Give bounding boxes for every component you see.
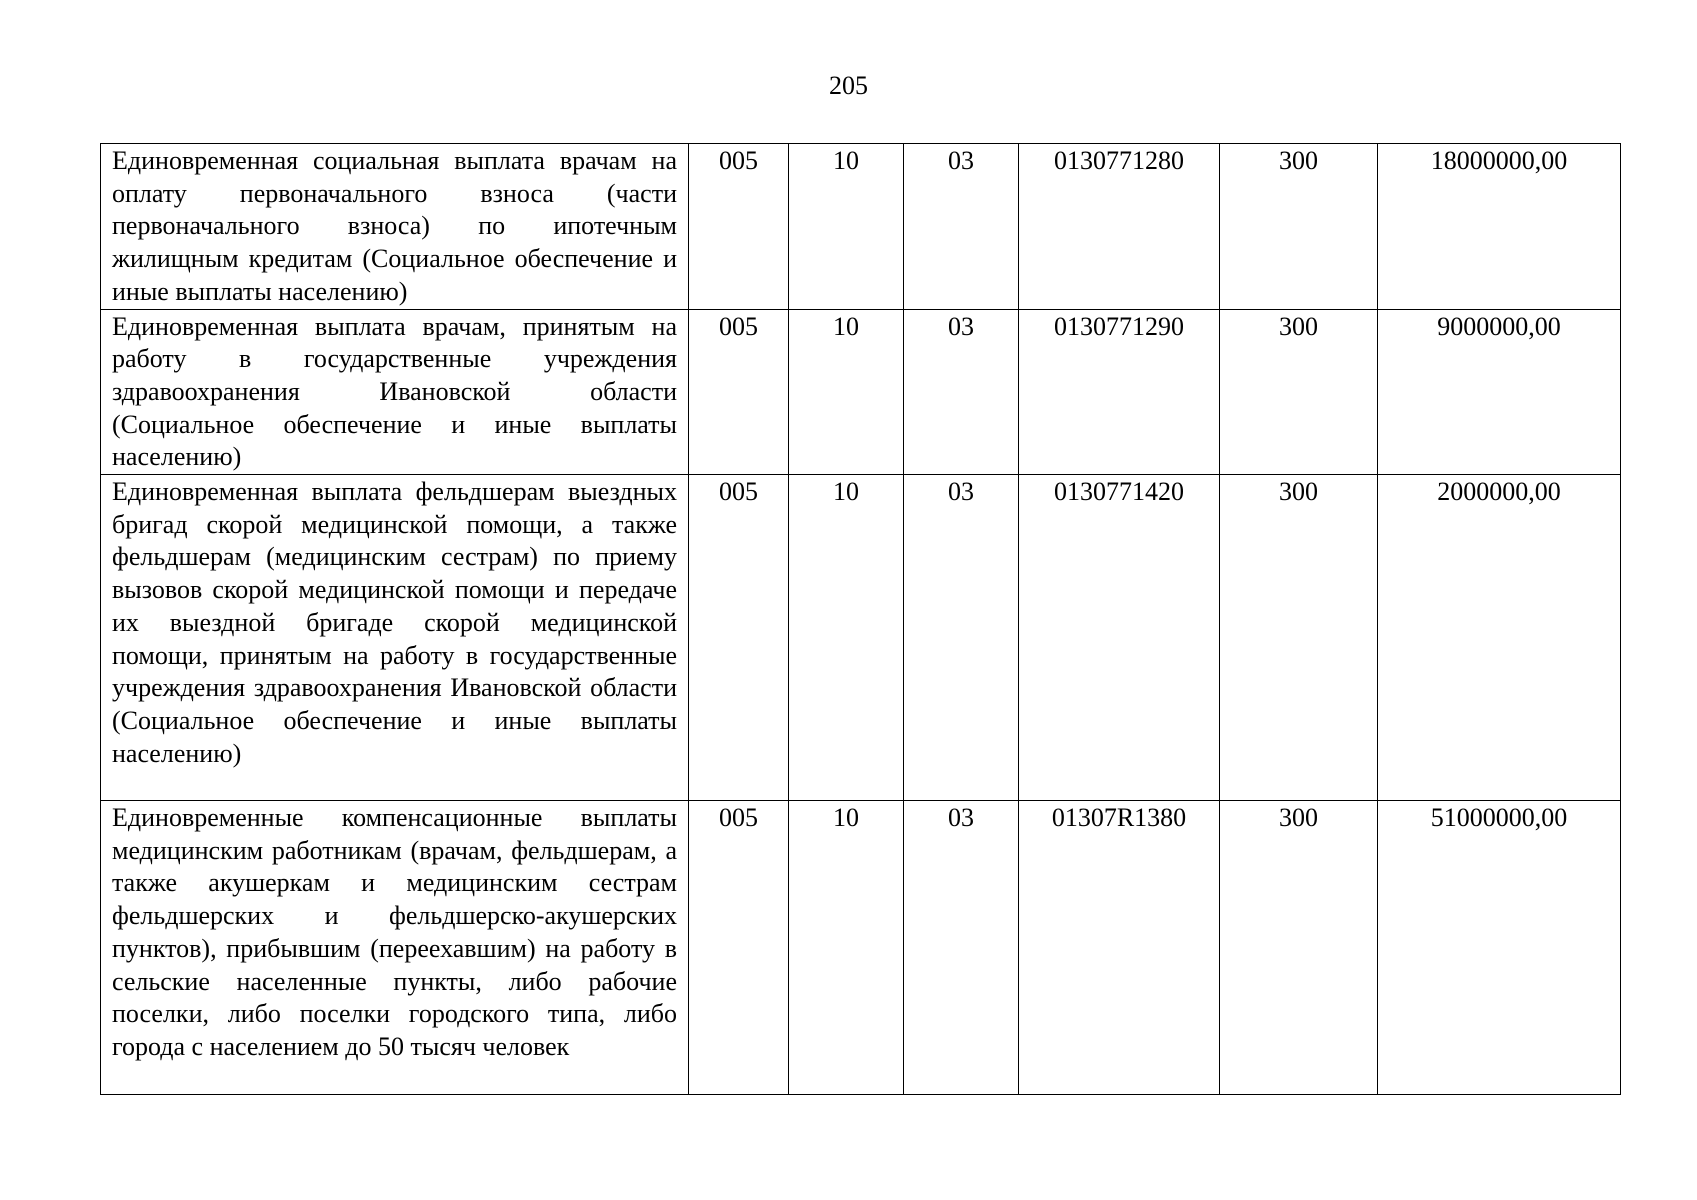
row-description: Единовременные компенсационные выплаты медицинским работникам (врачам, фельдшерам, а также акушеркам и медицинским сестрам фельдшерских и фельдшерско-акушерских пунктов), прибывшим (переехавшим) на работу в сельские населенные пункты, либо рабочие поселки, либо поселки городского типа, либо города с населением до 50 тысяч человек: [101, 801, 689, 1095]
section-code: 10: [789, 144, 904, 310]
ministry-code: 005: [689, 801, 789, 1095]
target-article-code: 0130771420: [1019, 475, 1220, 801]
table-row: [101, 144, 1621, 310]
budget-table: [100, 143, 1621, 1095]
row-description: Единовременная социальная выплата врачам на оплату первоначального взноса (части первоначального взноса) по ипотечным жилищным кредитам (Социальное обеспечение и иные выплаты населению): [101, 144, 689, 310]
row-description: Единовременная выплата врачам, принятым на работу в государственные учреждения здравоохранения Ивановской области (Социальное обеспечение и иные выплаты населению): [101, 309, 689, 475]
page-number: 205: [829, 71, 868, 100]
row-description: Единовременная выплата фельдшерам выездных бригад скорой медицинской помощи, а также фельдшерам (медицинским сестрам) по приему вызовов скорой медицинской помощи и передаче их выездной бригаде скорой медицинской помощи, принятым на работу в государственные учреждения здравоохранения Ивановской области (Социальное обеспечение и иные выплаты населению): [101, 475, 689, 801]
expense-type-code: 300: [1220, 309, 1378, 475]
expense-type-code: 300: [1220, 475, 1378, 801]
subsection-code: 03: [904, 144, 1019, 310]
section-code: 10: [789, 801, 904, 1095]
section-code: 10: [789, 475, 904, 801]
section-code: 10: [789, 309, 904, 475]
expense-type-code: 300: [1220, 801, 1378, 1095]
ministry-code: 005: [689, 144, 789, 310]
amount: 51000000,00: [1378, 801, 1621, 1095]
ministry-code: 005: [689, 309, 789, 475]
ministry-code: 005: [689, 475, 789, 801]
amount: 2000000,00: [1378, 475, 1621, 801]
subsection-code: 03: [904, 309, 1019, 475]
amount: 9000000,00: [1378, 309, 1621, 475]
table-row: [101, 801, 1621, 1095]
table-row: [101, 475, 1621, 801]
target-article-code: 01307R1380: [1019, 801, 1220, 1095]
target-article-code: 0130771280: [1019, 144, 1220, 310]
subsection-code: 03: [904, 475, 1019, 801]
subsection-code: 03: [904, 801, 1019, 1095]
expense-type-code: 300: [1220, 144, 1378, 310]
table-row: [101, 309, 1621, 475]
target-article-code: 0130771290: [1019, 309, 1220, 475]
amount: 18000000,00: [1378, 144, 1621, 310]
